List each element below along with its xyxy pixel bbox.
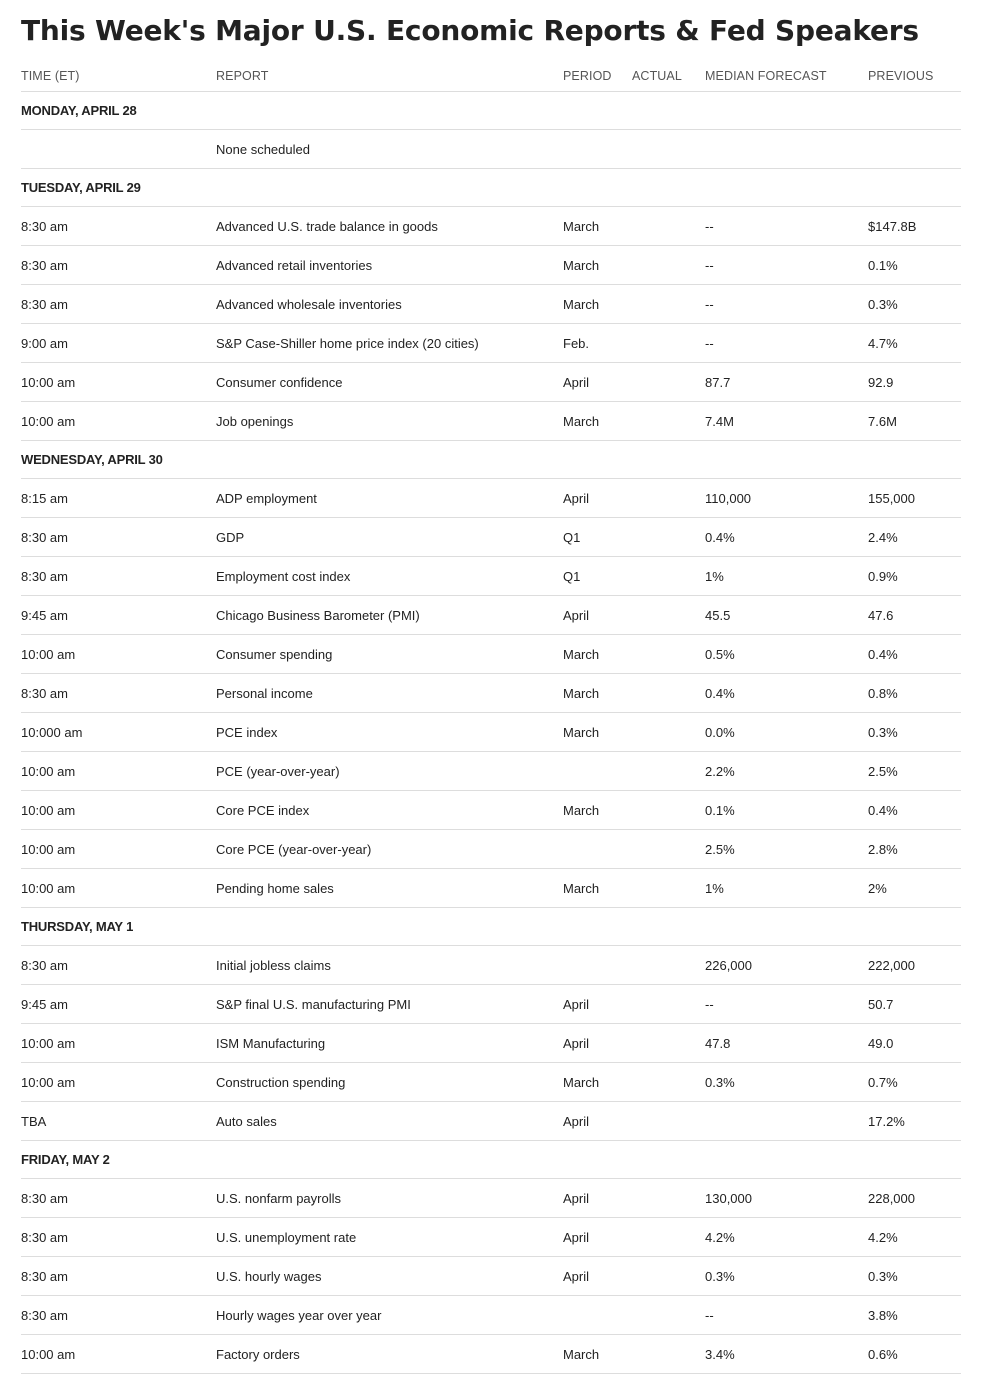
cell-time: 8:30 am bbox=[21, 1230, 68, 1245]
cell-previous: 50.7 bbox=[868, 997, 894, 1012]
cell-previous: 4.2% bbox=[868, 1230, 898, 1245]
cell-median-forecast: 110,000 bbox=[705, 491, 752, 506]
cell-period: March bbox=[563, 647, 600, 662]
cell-time: 8:30 am bbox=[21, 530, 68, 545]
cell-median-forecast: 2.5% bbox=[705, 842, 735, 857]
table-row bbox=[21, 596, 961, 635]
column-header-time: TIME (ET) bbox=[21, 69, 80, 83]
cell-report: Consumer confidence bbox=[216, 375, 343, 390]
table-row bbox=[21, 674, 961, 713]
cell-previous: 3.8% bbox=[868, 1308, 898, 1323]
cell-report: S&P Case-Shiller home price index (20 cities) bbox=[216, 336, 479, 351]
table-row bbox=[21, 363, 961, 402]
cell-report: ISM Manufacturing bbox=[216, 1036, 326, 1051]
cell-report: Initial jobless claims bbox=[216, 958, 331, 973]
cell-time: TBA bbox=[21, 1114, 47, 1129]
table-row bbox=[21, 324, 961, 363]
cell-previous: 228,000 bbox=[868, 1191, 915, 1206]
day-label: FRIDAY, MAY 2 bbox=[21, 1152, 110, 1167]
cell-median-forecast: 1% bbox=[705, 569, 724, 584]
cell-report: Factory orders bbox=[216, 1347, 300, 1362]
cell-median-forecast: -- bbox=[705, 997, 714, 1012]
cell-report: None scheduled bbox=[216, 142, 310, 157]
cell-time: 8:30 am bbox=[21, 297, 68, 312]
cell-time: 10:00 am bbox=[21, 764, 76, 779]
cell-median-forecast: 4.2% bbox=[705, 1230, 735, 1245]
cell-period: April bbox=[563, 608, 590, 623]
table-row bbox=[21, 246, 961, 285]
cell-report: Job openings bbox=[216, 414, 294, 429]
cell-report: U.S. unemployment rate bbox=[216, 1230, 357, 1245]
cell-period: March bbox=[563, 297, 600, 312]
cell-previous: 2.4% bbox=[868, 530, 898, 545]
cell-report: PCE index bbox=[216, 725, 278, 740]
cell-median-forecast: 0.5% bbox=[705, 647, 735, 662]
cell-period: Q1 bbox=[563, 530, 581, 545]
cell-time: 10:00 am bbox=[21, 1347, 76, 1362]
cell-median-forecast: -- bbox=[705, 258, 714, 273]
cell-report: ADP employment bbox=[216, 491, 317, 506]
cell-previous: 0.1% bbox=[868, 258, 898, 273]
cell-time: 10:00 am bbox=[21, 803, 76, 818]
cell-median-forecast: 47.8 bbox=[705, 1036, 731, 1051]
cell-time: 9:45 am bbox=[21, 608, 68, 623]
cell-previous: 7.6M bbox=[868, 414, 897, 429]
cell-time: 10:00 am bbox=[21, 881, 76, 896]
cell-time: 9:45 am bbox=[21, 997, 68, 1012]
table-row bbox=[21, 518, 961, 557]
cell-previous: 0.7% bbox=[868, 1075, 898, 1090]
table-row bbox=[21, 130, 961, 169]
cell-median-forecast: 87.7 bbox=[705, 375, 731, 390]
day-header-row bbox=[21, 169, 961, 207]
cell-time: 8:15 am bbox=[21, 491, 68, 506]
cell-period: March bbox=[563, 725, 600, 740]
day-label: WEDNESDAY, APRIL 30 bbox=[21, 452, 163, 467]
cell-median-forecast: 0.3% bbox=[705, 1269, 735, 1284]
table-row bbox=[21, 207, 961, 246]
cell-previous: 155,000 bbox=[868, 491, 915, 506]
cell-previous: 0.3% bbox=[868, 725, 898, 740]
table-row bbox=[21, 1024, 961, 1063]
cell-previous: 4.7% bbox=[868, 336, 898, 351]
cell-previous: 17.2% bbox=[868, 1114, 905, 1129]
table-row bbox=[21, 946, 961, 985]
table-row bbox=[21, 1335, 961, 1374]
day-header-row bbox=[21, 1141, 961, 1179]
table-row bbox=[21, 1063, 961, 1102]
cell-time: 8:30 am bbox=[21, 686, 68, 701]
cell-time: 10:00 am bbox=[21, 842, 76, 857]
cell-time: 8:30 am bbox=[21, 1269, 68, 1284]
column-header-actual: ACTUAL bbox=[632, 69, 682, 83]
day-header-row bbox=[21, 441, 961, 479]
cell-time: 10:00 am bbox=[21, 647, 76, 662]
cell-previous: 2.5% bbox=[868, 764, 898, 779]
cell-time: 8:30 am bbox=[21, 958, 68, 973]
cell-report: S&P final U.S. manufacturing PMI bbox=[216, 997, 411, 1012]
cell-median-forecast: 7.4M bbox=[705, 414, 734, 429]
cell-previous: 47.6 bbox=[868, 608, 894, 623]
cell-period: April bbox=[563, 1191, 590, 1206]
cell-period: April bbox=[563, 375, 590, 390]
cell-previous: 222,000 bbox=[868, 958, 915, 973]
cell-time: 10:000 am bbox=[21, 725, 83, 740]
cell-report: Advanced U.S. trade balance in goods bbox=[216, 219, 438, 234]
cell-period: April bbox=[563, 1230, 590, 1245]
table-row bbox=[21, 557, 961, 596]
cell-previous: 2.8% bbox=[868, 842, 898, 857]
cell-time: 10:00 am bbox=[21, 1075, 76, 1090]
column-header-report: REPORT bbox=[216, 69, 269, 83]
column-header-previous: PREVIOUS bbox=[868, 69, 934, 83]
cell-period: March bbox=[563, 803, 600, 818]
cell-median-forecast: 45.5 bbox=[705, 608, 731, 623]
table-row bbox=[21, 1218, 961, 1257]
table-row bbox=[21, 402, 961, 441]
cell-period: Q1 bbox=[563, 569, 581, 584]
cell-time: 8:30 am bbox=[21, 219, 68, 234]
table-row bbox=[21, 752, 961, 791]
table-row bbox=[21, 985, 961, 1024]
table-row bbox=[21, 791, 961, 830]
cell-report: Core PCE index bbox=[216, 803, 310, 818]
cell-previous: 0.4% bbox=[868, 647, 898, 662]
table-row bbox=[21, 635, 961, 674]
cell-period: March bbox=[563, 686, 600, 701]
cell-period: Feb. bbox=[563, 336, 590, 351]
cell-period: April bbox=[563, 1036, 590, 1051]
column-header-median-forecast: MEDIAN FORECAST bbox=[705, 69, 827, 83]
cell-period: April bbox=[563, 997, 590, 1012]
cell-median-forecast: -- bbox=[705, 1308, 714, 1323]
cell-time: 10:00 am bbox=[21, 375, 76, 390]
cell-median-forecast: 226,000 bbox=[705, 958, 752, 973]
table-header bbox=[21, 62, 961, 92]
table-row bbox=[21, 1179, 961, 1218]
cell-median-forecast: 0.4% bbox=[705, 686, 735, 701]
table-row bbox=[21, 1102, 961, 1141]
cell-previous: 0.9% bbox=[868, 569, 898, 584]
cell-report: Personal income bbox=[216, 686, 313, 701]
cell-report: Advanced wholesale inventories bbox=[216, 297, 402, 312]
day-header-row bbox=[21, 908, 961, 946]
page-title: This Week's Major U.S. Economic Reports & Fed Speakers bbox=[21, 14, 919, 47]
cell-previous: 0.4% bbox=[868, 803, 898, 818]
cell-period: April bbox=[563, 491, 590, 506]
cell-median-forecast: 3.4% bbox=[705, 1347, 735, 1362]
cell-time: 10:00 am bbox=[21, 1036, 76, 1051]
table-row bbox=[21, 869, 961, 908]
cell-report: Chicago Business Barometer (PMI) bbox=[216, 608, 420, 623]
day-label: MONDAY, APRIL 28 bbox=[21, 103, 137, 118]
cell-time: 10:00 am bbox=[21, 414, 76, 429]
cell-time: 9:00 am bbox=[21, 336, 68, 351]
cell-period: March bbox=[563, 1347, 600, 1362]
cell-previous: $147.8B bbox=[868, 219, 917, 234]
cell-median-forecast: -- bbox=[705, 336, 714, 351]
table-body bbox=[21, 92, 961, 1374]
day-label: TUESDAY, APRIL 29 bbox=[21, 180, 141, 195]
cell-report: Construction spending bbox=[216, 1075, 346, 1090]
cell-previous: 0.6% bbox=[868, 1347, 898, 1362]
column-header-period: PERIOD bbox=[563, 69, 612, 83]
cell-median-forecast: 0.4% bbox=[705, 530, 735, 545]
cell-previous: 0.3% bbox=[868, 297, 898, 312]
cell-period: April bbox=[563, 1114, 590, 1129]
cell-median-forecast: 0.3% bbox=[705, 1075, 735, 1090]
cell-time: 8:30 am bbox=[21, 1308, 68, 1323]
table-row bbox=[21, 713, 961, 752]
cell-time: 8:30 am bbox=[21, 1191, 68, 1206]
cell-median-forecast: -- bbox=[705, 297, 714, 312]
day-header-row bbox=[21, 92, 961, 130]
cell-period: March bbox=[563, 1075, 600, 1090]
cell-report: Pending home sales bbox=[216, 881, 334, 896]
cell-previous: 49.0 bbox=[868, 1036, 894, 1051]
cell-report: Hourly wages year over year bbox=[216, 1308, 382, 1323]
cell-median-forecast: 1% bbox=[705, 881, 724, 896]
cell-time: 8:30 am bbox=[21, 569, 68, 584]
cell-previous: 0.8% bbox=[868, 686, 898, 701]
table-row bbox=[21, 479, 961, 518]
cell-median-forecast: 0.1% bbox=[705, 803, 735, 818]
cell-previous: 2% bbox=[868, 881, 887, 896]
cell-median-forecast: 130,000 bbox=[705, 1191, 752, 1206]
cell-previous: 0.3% bbox=[868, 1269, 898, 1284]
cell-time: 8:30 am bbox=[21, 258, 68, 273]
cell-report: PCE (year-over-year) bbox=[216, 764, 340, 779]
cell-period: March bbox=[563, 881, 600, 896]
cell-period: March bbox=[563, 414, 600, 429]
cell-median-forecast: -- bbox=[705, 219, 714, 234]
cell-median-forecast: 2.2% bbox=[705, 764, 735, 779]
cell-median-forecast: 0.0% bbox=[705, 725, 735, 740]
cell-previous: 92.9 bbox=[868, 375, 894, 390]
cell-report: Core PCE (year-over-year) bbox=[216, 842, 372, 857]
cell-report: U.S. hourly wages bbox=[216, 1269, 322, 1284]
cell-report: Employment cost index bbox=[216, 569, 351, 584]
cell-report: Consumer spending bbox=[216, 647, 333, 662]
cell-report: GDP bbox=[216, 530, 245, 545]
cell-report: Advanced retail inventories bbox=[216, 258, 373, 273]
cell-report: Auto sales bbox=[216, 1114, 277, 1129]
cell-period: April bbox=[563, 1269, 590, 1284]
table-row bbox=[21, 830, 961, 869]
table-row bbox=[21, 1296, 961, 1335]
cell-period: March bbox=[563, 219, 600, 234]
table-row bbox=[21, 285, 961, 324]
cell-period: March bbox=[563, 258, 600, 273]
cell-report: U.S. nonfarm payrolls bbox=[216, 1191, 341, 1206]
day-label: THURSDAY, MAY 1 bbox=[21, 919, 134, 934]
table-row bbox=[21, 1257, 961, 1296]
